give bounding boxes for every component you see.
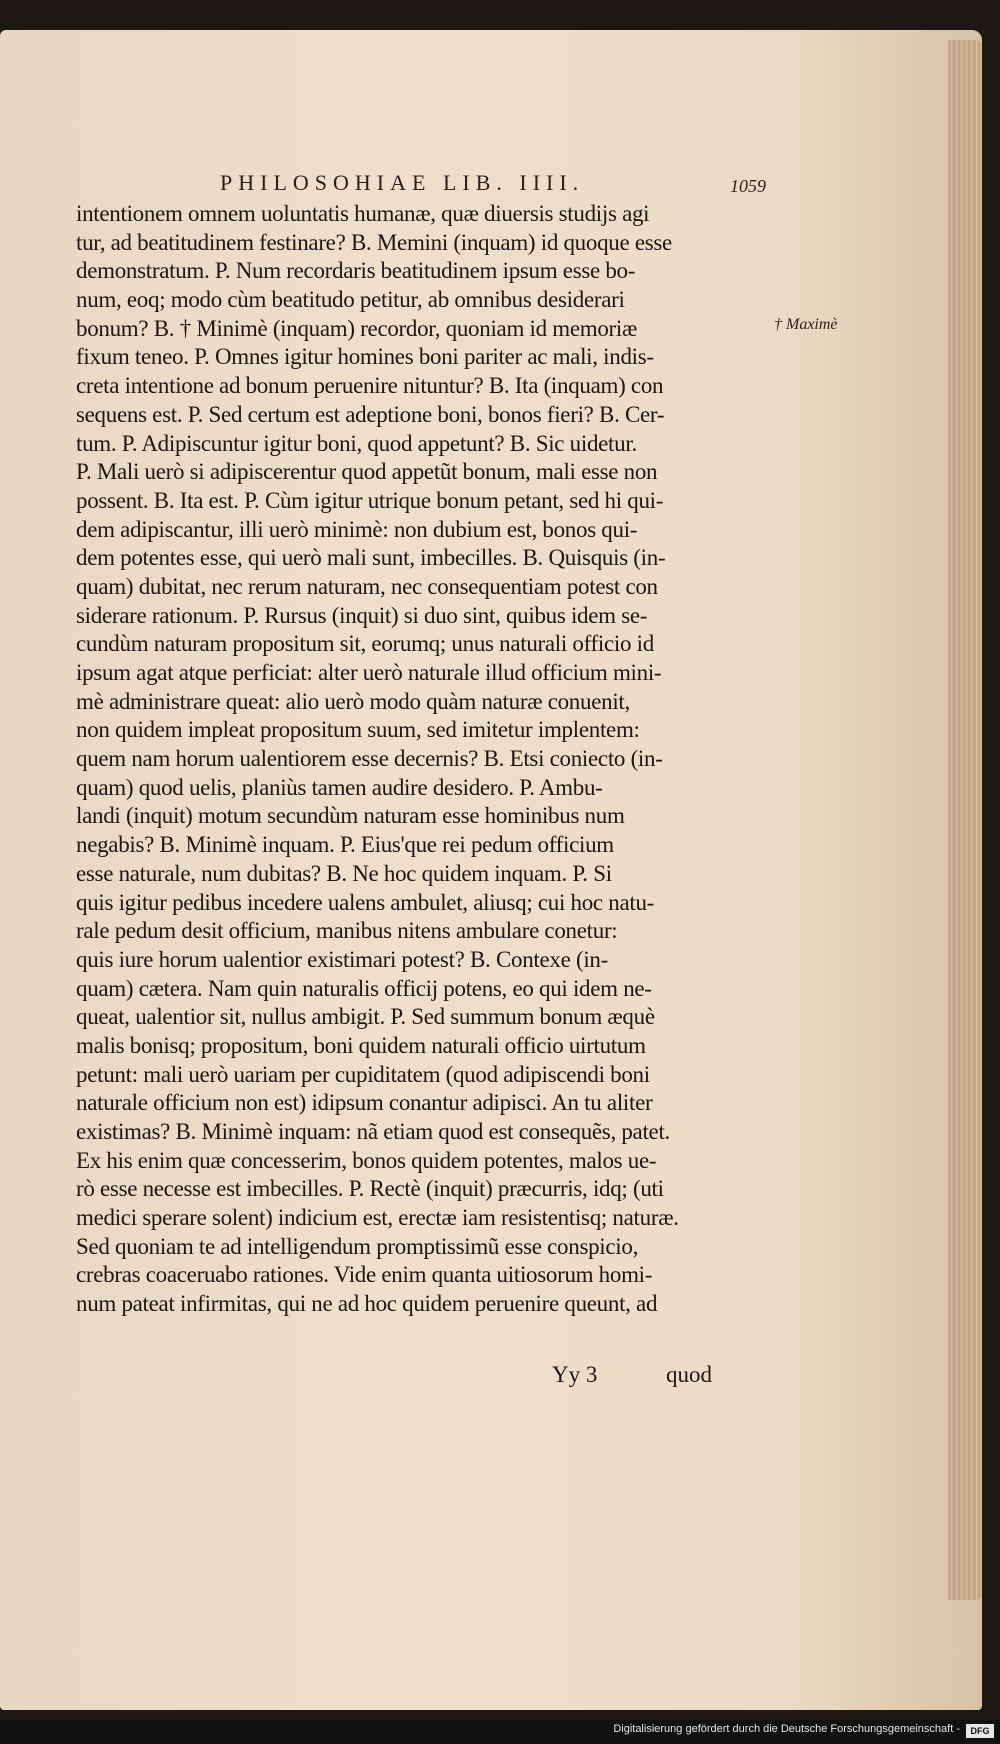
text-line: malis bonisq; propositum, boni quidem naturali officio uirtutum [76,1032,646,1058]
text-line: tur, ad beatitudinem festinare? B. Memini (inquam) id quoque esse [76,229,672,255]
text-line: mè administrare queat: alio uerò modo quàm naturæ conuenit, [76,688,630,714]
catchword: quod [666,1362,712,1387]
text-line: demonstratum. P. Num recordaris beatitudinem ipsum esse bo- [76,258,636,284]
text-line: cundùm naturam propositum sit, eorumq; unus naturali officio id [76,631,654,657]
text-line: creta intentione ad bonum peruenire nituntur? B. Ita (inquam) con [76,373,664,399]
footer-bar [0,1720,1000,1744]
dfg-logo: DFG [966,1724,994,1738]
page-edge [948,40,982,1600]
text-line: quem nam horum ualentiorem esse decernis? B. Etsi coniecto (in- [76,746,663,772]
text-line: quis iure horum ualentior existimari potest? B. Contexe (in- [76,946,608,972]
text-line: rale pedum desit officium, manibus nitens ambulare conetur: [76,918,618,944]
text-line: num pateat infirmitas, qui ne ad hoc quidem peruenire queunt, ad [76,1291,658,1317]
text-line: dem potentes esse, qui uerò mali sunt, imbecilles. B. Quisquis (in- [76,545,666,571]
text-line: rò esse necesse est imbecilles. P. Rectè (inquit) præcurris, idq; (uti [76,1176,664,1202]
text-line: ipsum agat atque perficiat: alter uerò naturale illud officium mini- [76,660,662,685]
text-line: Sed quoniam te ad intelligendum promptissimũ esse conspicio, [76,1233,639,1259]
text-line: bonum? B. † Minimè (inquam) recordor, quoniam id memoriæ [76,315,638,341]
text-line: fixum teneo. P. Omnes igitur homines boni pariter ac mali, indis- [76,344,654,370]
signature-mark: Yy 3 [552,1362,598,1387]
text-line: Ex his enim quæ concesserim, bonos quidem potentes, malos ue- [76,1147,657,1173]
text-line: dem adipiscantur, illi uerò minimè: non dubium est, bonos qui- [76,516,638,542]
text-line: existimas? B. Minimè inquam: nã etiam quod est consequẽs, patet. [76,1119,671,1144]
text-line: possent. B. Ita est. P. Cùm igitur utrique bonum petant, sed hi qui- [76,487,664,513]
text-line: siderare rationum. P. Rursus (inquit) si duo sint, quibus idem se- [76,602,648,628]
body-text [76,200,756,1319]
text-line: P. Mali uerò si adipiscerentur quod appetũt bonum, mali esse non [76,459,658,485]
text-line: num, eoq; modo cùm beatitudo petitur, ab omnibus desiderari [76,287,625,313]
text-line: crebras coaceruabo rationes. Vide enim quanta uitiosorum homi- [76,1262,653,1288]
text-line: negabis? B. Minimè inquam. P. Eius'que rei pedum officium [76,832,614,858]
marginal-note: † Maximè [774,316,838,333]
text-line: quam) quod uelis, planiùs tamen audire desidero. P. Ambu- [76,774,603,800]
running-head: PHILOSOHIAE LIB. IIII. [220,170,585,195]
text-line: tum. P. Adipiscuntur igitur boni, quod appetunt? B. Sic uidetur. [76,430,637,456]
text-line: intentionem omnem uoluntatis humanæ, quæ diuersis studijs agi [76,201,650,226]
text-line: quam) dubitat, nec rerum naturam, nec consequentiam potest con [76,573,658,599]
page-number: 1059 [730,176,766,196]
text-line: sequens est. P. Sed certum est adeptione boni, bonos fieri? B. Cer- [76,401,665,427]
text-line: naturale officium non est) idipsum conantur adipisci. An tu aliter [76,1090,653,1116]
footer-credit: Digitalisierung gefördert durch die Deutsche Forschungsgemeinschaft - [613,1723,960,1735]
text-line: petunt: mali uerò uariam per cupiditatem (quod adipiscendi boni [76,1061,650,1087]
text-line: queat, ualentior sit, nullus ambigit. P. Sed summum bonum æquè [76,1004,655,1030]
text-line: quam) cætera. Nam quin naturalis officij potens, eo qui idem ne- [76,975,652,1001]
text-line: medici sperare solent) indicium est, erectæ iam resistentisq; naturæ. [76,1205,679,1231]
text-line: non quidem impleat propositum suum, sed imitetur implentem: [76,717,640,743]
text-line: landi (inquit) motum secundùm naturam esse hominibus num [76,803,625,829]
text-line: esse naturale, num dubitas? B. Ne hoc quidem inquam. P. Si [76,860,612,886]
text-line: quis igitur pedibus incedere ualens ambulet, aliusq; cui hoc natu- [76,889,655,915]
